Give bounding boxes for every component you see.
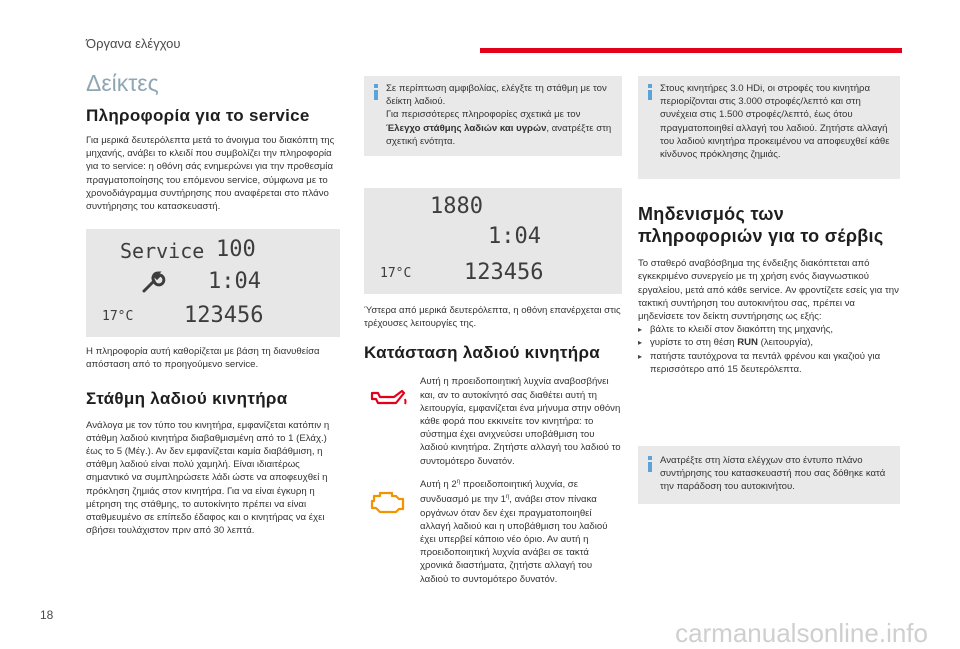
reset-step-2-tail: (λειτουργία),: [757, 337, 814, 349]
service-label: Service: [120, 239, 205, 264]
info-icon: [646, 84, 656, 100]
fault-text-1: Αυτή η προειδοποιητική λυχνία αναβοσβήνει και, αν το αυτοκίνητό σας διαθέτει αυτή τη λειτουργία, εμφανίζεται ένα μήνυμα στην οθόνη κάθε φορά που εκκινείτε τον κινητήρα: το σύστημα έχει ανιχνεύσει υποβάθμιση του λαδιού κινητήρα. Ζητήστε αλλαγή του λαδιού το συντομότερο δυνατόν.: [420, 376, 621, 467]
odometer: 123456: [464, 260, 544, 286]
reset-step-2-text: γυρίστε το στη θέση: [650, 337, 738, 349]
fault-text-2a: Αυτή η 2: [420, 479, 457, 491]
page-number: 18: [40, 608, 54, 622]
oil-can-icon: [368, 385, 408, 411]
wrench-icon: [140, 269, 166, 295]
fault-text-2b: προειδοποιητική λυχνία, σε συνδυασμό με την 1: [420, 479, 579, 506]
display2-caption: Ύστερα από μερικά δευτερόλεπτα, η οθόνη επανέρχεται στις τρέχουσες λειτουργίες της.: [364, 305, 621, 330]
reset-step-2: [638, 336, 900, 349]
odometer: 123456: [184, 303, 264, 329]
fault-sup-1: η: [456, 478, 461, 485]
watermark: carmanualsonline.info: [675, 618, 928, 648]
header-label: Όργανα ελέγχου: [86, 36, 181, 51]
service-display: [86, 229, 340, 337]
fault-text-2: [420, 476, 622, 586]
section-title: Δείκτες: [86, 70, 159, 96]
column-2: [364, 76, 622, 586]
info-text-2a: Για περισσότερες πληροφορίες σχετικά με τον: [386, 109, 581, 121]
warning-row-2: [364, 476, 622, 586]
reset-step-3: ▸ πατήστε ταυτόχρονα τα πεντάλ φρένου και γκαζιού για περισσότερο από 15 δευτερόλεπτα.: [638, 350, 900, 376]
reset-step-1: ▸ βάλτε το κλειδί στον διακόπτη της μηχανής,: [638, 323, 900, 336]
oil-text: Ανάλογα με τον τύπο του κινητήρα, εμφανίζεται κατόπιν η στάθμη λαδιού κινητήρα διαβαθμισμένη από το 1 (Ελάχ.) έως το 5 (Μέγ.). Αν δεν εμφανίζεται καμία διαβάθμιση, η στάθμη λαδιού είναι πολύ χαμηλή. Είναι ιδιαιτέρως σημαντικό να συμπληρώσετε λάδι ώστε να αποφευχθεί η πρόκληση ζημιάς στον κινητήρα. Για να είναι έγκυρη η μέτρηση της στάθμης, το αυτοκίνητο πρέπει να είναι σταθμευμένο σε επίπεδο έδαφος και ο κινητήρας να έχει σβήσει τουλάχιστον πριν από 30 λεπτά.: [86, 419, 330, 537]
top-value: 1880: [430, 194, 483, 220]
fault-heading: Κατάσταση λαδιού κινητήρα: [364, 343, 601, 363]
reset-heading: Μηδενισμός των πληροφοριών για το σέρβις: [638, 204, 884, 247]
temperature: 17°C: [380, 266, 412, 282]
hdi-info-text: Στους κινητήρες 3.0 HDi, οι στροφές του κινητήρα περιορίζονται στις 3.000 στροφές/λεπτό και στη συνέχεια στις 1.500 στροφές/λεπτό, έως ότου πραγματοποιηθεί αλλαγή του λαδιού. Ζητήστε αλλαγή του λαδιού κινητήρα προκειμένου να αποφευχθεί κάθε κίνδυνος πρόκλησης ζημιάς.: [660, 83, 890, 161]
fault-sup-2: η: [505, 494, 510, 501]
service-heading: Πληροφορία για το service: [86, 106, 310, 125]
oil-level-display: [364, 188, 622, 294]
info-text-2: [386, 108, 612, 148]
info-box-oil-dipstick: [364, 76, 622, 156]
info-icon: [646, 456, 656, 472]
info-text-1: Σε περίπτωση αμφιβολίας, ελέγξτε τη στάθμη με τον δείκτη λαδιού.: [386, 83, 607, 108]
fault-text-2c: , ανάβει στον πίνακα οργάνων όταν δεν έχει πραγματοποιηθεί αλλαγή λαδιού και η υποβάθμιση του λαδιού έχει υπερβεί κάποιο νέο όριο. Αν αυτή η προειδοποιητική λυχνία ανάβει σε τακτά χρονικά διαστήματα, ζητήστε αλλαγή του λαδιού το συντομότερο δυνατόν.: [420, 494, 608, 585]
run-position: RUN: [737, 337, 758, 349]
header-rule: [480, 48, 902, 53]
oil-heading: Στάθμη λαδιού κινητήρα: [86, 388, 288, 408]
info-icon: [372, 84, 382, 100]
engine-icon: [368, 488, 408, 514]
info-box-hdi-engines: [638, 76, 900, 179]
warning-row-1: [364, 375, 622, 467]
service-text: Για μερικά δευτερόλεπτα μετά το άνοιγμα του διακόπτη της μηχανής, ανάβει το κλειδί που συμβολίζει την πληροφορία για το service: η οθόνη σάς ενημερώνει για την προθεσμία πραγματοποίησης του επόμενου service, σύμφωνα με το χρονοδιάγραμμα συντήρησης που αναφέρεται στο πλάνο συντήρησης του κατασκευαστή.: [86, 135, 335, 213]
column-1: [86, 64, 340, 537]
info-text-2c: , ανατρέξτε στη σχετική ενότητα.: [386, 122, 612, 147]
checklist-info-text: Ανατρέξτε στη λίστα ελέγχων στο έντυπο πλάνο συντήρησης του κατασκευαστή που σας δόθηκε κατά την παράδοση του αυτοκινήτου.: [660, 455, 886, 493]
temperature: 17°C: [102, 309, 134, 325]
info-box-checklist: [638, 446, 900, 504]
clock: 1:04: [208, 269, 261, 295]
clock: 1:04: [488, 224, 541, 250]
service-value: 100: [216, 237, 256, 263]
display1-caption: Η πληροφορία αυτή καθορίζεται με βάση τη διανυθείσα απόσταση από το προηγούμενο service.: [86, 346, 320, 371]
info-link-fluid-levels: Έλεγχο στάθμης λαδιών και υγρών: [386, 122, 547, 134]
column-3: [638, 76, 900, 504]
reset-text: Το σταθερό αναβόσβημα της ένδειξης διακόπτεται από εγκεκριμένο συνεργείο με τη χρήση ενός διαγνωστικού εργαλείου, μετά από κάθε service. Αν φροντίζετε εσείς για την τακτική συντήρηση του αυτοκινήτου σας, πρέπει να μηδενίσετε τον δείκτη συντήρησης ως εξής:: [638, 258, 899, 323]
